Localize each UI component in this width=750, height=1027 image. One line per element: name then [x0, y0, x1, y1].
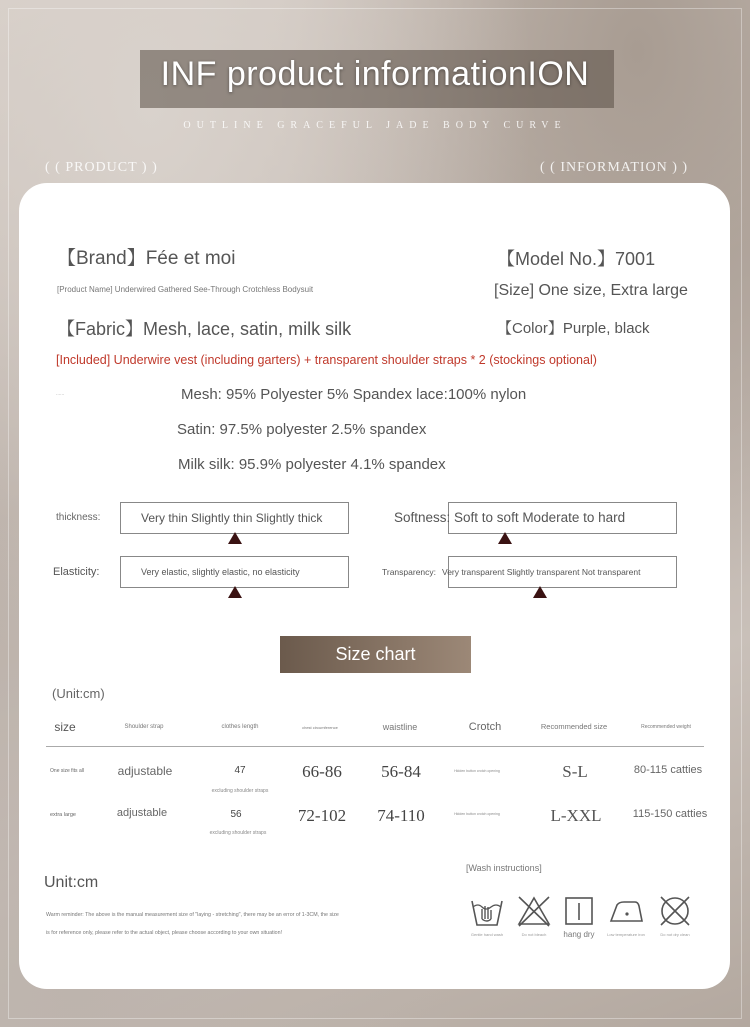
transparency-scale	[442, 556, 677, 588]
color-info: 【Color】Purple, black	[497, 320, 650, 337]
composition-satin: Satin: 97.5% polyester 2.5% spandex	[177, 421, 427, 438]
table-cell: 115-150 catties	[632, 808, 708, 820]
model-number: 【Model No.】7001	[497, 249, 656, 269]
thickness-scale	[120, 502, 349, 534]
table-cell: 56	[230, 809, 242, 820]
tagline: OUTLINE GRACEFUL JADE BODY CURVE	[183, 120, 567, 131]
table-cell: 72-102	[297, 806, 347, 825]
header-waistline: waistline	[382, 722, 418, 732]
elasticity-options: Very elastic, slightly elastic, no elasticity	[141, 567, 300, 577]
wash-instructions-title: [Wash instructions]	[466, 863, 542, 873]
elasticity-marker	[228, 586, 242, 598]
composition-mesh: Mesh: 95% Polyester 5% Spandex lace:100% nylon	[181, 386, 527, 403]
table-cell: excluding shoulder straps	[211, 788, 269, 794]
thickness-options: Very thin Slightly thin Slightly thick	[141, 511, 323, 525]
brand: 【Brand】Fée et moi	[57, 248, 236, 269]
info-card	[19, 183, 730, 989]
table-cell: 56-84	[381, 762, 421, 781]
footer-unit-label: Unit:cm	[44, 874, 99, 891]
hang-dry-label: hang dry	[563, 930, 595, 939]
low-iron-label: Low temperature iron	[607, 932, 645, 937]
section-label-information: ( ( INFORMATION ) )	[540, 160, 689, 175]
thickness-marker	[228, 532, 242, 544]
section-label-product: ( ( PRODUCT ) )	[45, 160, 158, 175]
unit-label: (Unit:cm)	[52, 686, 105, 701]
product-name: [Product Name] Underwired Gathered See-Through Crotchless Bodysuit	[57, 285, 314, 294]
transparency-options: Very transparent Slightly transparent Not transparent	[442, 567, 641, 577]
table-cell: S-L	[562, 762, 588, 781]
header-recommended-weight: Recommended weight	[641, 724, 691, 730]
hang-dry-icon	[561, 893, 597, 929]
header-clothes-length: clothes length	[221, 724, 259, 730]
header-chest: chest circumference	[302, 725, 338, 730]
header-recommended-size: Recommended size	[540, 722, 608, 731]
table-cell: excluding shoulder straps	[209, 830, 267, 836]
elasticity-scale	[120, 556, 349, 588]
thickness-label: thickness:	[56, 512, 101, 523]
table-divider	[46, 746, 704, 747]
fabric: 【Fabric】Mesh, lace, satin, milk silk	[57, 319, 352, 339]
softness-label: Softness: Soft to soft Moderate to hard	[394, 510, 626, 525]
header-crotch: Crotch	[468, 721, 502, 733]
transparency-marker	[533, 586, 547, 598]
transparency-label: Transparency:	[382, 567, 437, 577]
table-row: One size fits all	[50, 768, 84, 774]
composition-milk-silk: Milk silk: 95.9% polyester 4.1% spandex	[178, 456, 446, 473]
header-shoulder-strap: Shoulder strap	[124, 724, 164, 730]
hand-wash-icon	[469, 893, 505, 929]
table-cell: 80-115 catties	[633, 764, 703, 776]
table-cell: adjustable	[116, 807, 168, 819]
table-cell: Hidden button crotch opening	[454, 812, 500, 816]
header-size: size	[54, 720, 76, 734]
no-dry-clean-icon	[657, 893, 693, 929]
warm-reminder-line-1: Warm reminder: The above is the manual measurement size of "laying - stretching", there may be an error of 1-3CM, the size	[46, 912, 339, 918]
table-cell: L-XXL	[550, 806, 602, 825]
size-info: [Size] One size, Extra large	[494, 282, 688, 299]
table-cell: adjustable	[117, 764, 173, 778]
no-bleach-icon	[516, 893, 552, 929]
hand-wash-label: Gentle hand wash	[470, 932, 504, 937]
included-items: [Included] Underwire vest (including garters) + transparent shoulder straps * 2 (stockings optional)	[56, 353, 597, 367]
table-row: extra large	[50, 812, 76, 818]
warm-reminder-line-2: is for reference only, please refer to the actual object, please choose according to your own situation!	[46, 930, 283, 936]
softness-marker	[498, 532, 512, 544]
size-chart-heading: Size chart	[280, 636, 471, 673]
no-dry-clean-label: Do not dry clean	[660, 932, 690, 937]
low-iron-icon	[608, 893, 644, 929]
table-cell: 74-110	[377, 806, 425, 825]
table-cell: 47	[234, 765, 246, 776]
elasticity-label: Elasticity:	[53, 566, 100, 578]
table-cell: 66-86	[302, 762, 342, 781]
composition-label: ......	[56, 391, 65, 397]
page-title: INF product informationION	[160, 55, 590, 93]
table-cell: Hidden button crotch opening	[454, 769, 500, 773]
no-bleach-label: Do not bleach	[521, 932, 547, 937]
